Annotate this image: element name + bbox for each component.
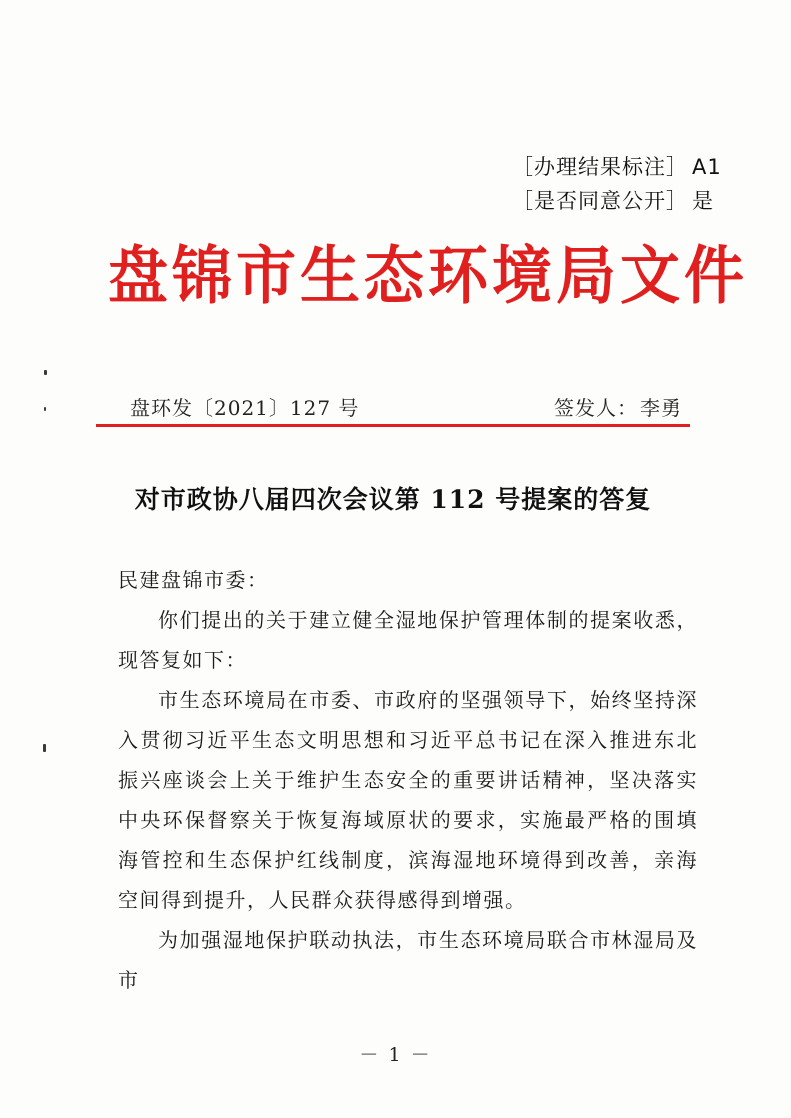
scan-speck <box>44 407 46 411</box>
body-paragraph: 市生态环境局在市委、市政府的坚强领导下，始终坚持深入贯彻习近平生态文明思想和习近平总书记在深入推进东北振兴座谈会上关于维护生态安全的重要讲话精神，坚决落实中央环保督察关于恢复海域原状的要求，实施最严格的围填海管控和生态保护红线制度，滨海湿地环境得到改善，亲海空间得到提升，人民群众获得感得到增强。 <box>118 688 698 912</box>
signer-label: 签发人： <box>554 396 638 420</box>
public-consent-mark <box>512 185 714 215</box>
document-number: 盘环发〔2021〕127 号 <box>130 396 360 420</box>
signer-name: 李勇 <box>640 396 682 420</box>
salutation: 民建盘锦市委： <box>118 568 269 592</box>
handling-result-value: A1 <box>692 155 722 179</box>
scan-speck <box>44 370 47 375</box>
scan-speck <box>43 744 46 752</box>
document-title: 对市政协八届四次会议第 112 号提案的答复 <box>134 485 652 514</box>
issuer-banner: 盘锦市生态环境局文件 <box>108 239 748 313</box>
handling-result-mark <box>512 151 722 181</box>
handling-result-label: ［办理结果标注］ <box>512 155 688 179</box>
red-separator-line <box>96 424 690 427</box>
page-number: － 1 － <box>359 1044 432 1066</box>
public-consent-value: 是 <box>692 189 714 213</box>
body-paragraph: 为加强湿地保护联动执法，市生态环境局联合市林湿局及市 <box>118 928 698 992</box>
signer <box>554 392 682 421</box>
public-consent-label: ［是否同意公开］ <box>512 189 688 213</box>
document-body <box>118 560 698 1000</box>
body-paragraph: 你们提出的关于建立健全湿地保护管理体制的提案收悉，现答复如下： <box>118 608 698 672</box>
